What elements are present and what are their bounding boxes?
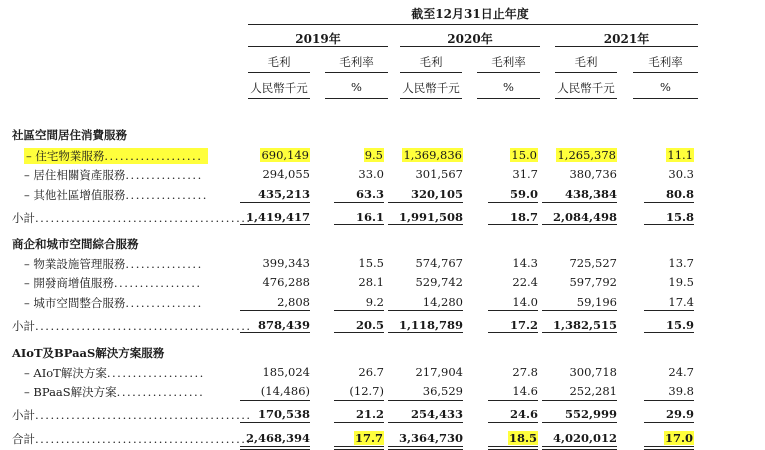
section-title-1: 商企和城市空間綜合服務 (12, 237, 139, 251)
pct-2020-underline (477, 98, 540, 99)
row-2-0-label (24, 365, 205, 381)
sub-line-top-1-4 (542, 310, 617, 311)
unit-2020-underline (400, 98, 462, 99)
subtotal-0-leader: .......................................... (35, 211, 252, 225)
subtotal-0-label (12, 210, 252, 226)
subtotal-0-label-text: 小計 (12, 211, 35, 225)
gp-2021-header: 毛利 (574, 55, 598, 69)
row-1-0-label (24, 256, 203, 272)
row-1-1-leader: ................. (113, 276, 202, 290)
row-0-1-col0: 294,055 (262, 167, 310, 181)
row-0-0-col0 (235, 148, 310, 162)
row-1-2-col4: 59,196 (576, 295, 617, 309)
total-col1-highlight: 17.7 (354, 431, 383, 445)
subtotal-1-col1: 20.5 (355, 318, 384, 332)
sub-line-top-0-1 (334, 202, 384, 203)
pct-2021-underline (633, 98, 698, 99)
row-0-0-col1-highlight: 9.5 (364, 148, 383, 162)
row-0-2-col3: 59.0 (509, 187, 538, 201)
subtotal-0-col5: 15.8 (665, 210, 694, 224)
row-2-1-col4: 252,281 (569, 384, 617, 398)
total-double-line-2 (388, 446, 463, 450)
sub-line-bot-1-5 (644, 332, 694, 333)
subtotal-1-col3: 17.2 (509, 318, 538, 332)
subtotal-1-leader: .......................................... (35, 319, 252, 333)
sub-line-top-1-1 (334, 310, 384, 311)
row-0-1-col4: 380,736 (569, 167, 617, 181)
margin-2020-header: 毛利率 (491, 55, 526, 69)
row-0-1-col1: 33.0 (358, 167, 384, 181)
section-title-2: AIoT及BPaaS解決方案服務 (12, 346, 165, 360)
row-2-1-col3: 14.6 (512, 384, 538, 398)
row-0-0-col2 (383, 148, 463, 162)
period-header: 截至12月31日止年度 (411, 7, 529, 21)
subtotal-0-col2: 1,991,508 (398, 210, 463, 224)
row-0-0-col0-highlight: 690,149 (261, 148, 309, 162)
sub-line-top-1-2 (388, 310, 463, 311)
sub-line-bot-0-4 (542, 224, 617, 225)
row-2-0-col2: 217,904 (415, 365, 463, 379)
sub-line-top-2-3 (488, 400, 538, 401)
subtotal-1-label (12, 318, 252, 334)
row-0-1-label (24, 167, 203, 183)
total-double-line-5 (644, 446, 694, 450)
subtotal-0-col1: 16.1 (355, 210, 384, 224)
subtotal-0-col0: 1,419,417 (245, 210, 310, 224)
row-0-1-leader: ............... (125, 168, 203, 182)
row-2-1-label-text: – BPaaS解決方案 (24, 385, 117, 399)
row-0-0-col4-highlight: 1,265,378 (557, 148, 616, 162)
sub-line-bot-0-2 (388, 224, 463, 225)
row-2-1-col0: (14,486) (260, 384, 310, 398)
row-2-1-col2: 36,529 (422, 384, 463, 398)
total-col5 (639, 431, 694, 445)
row-0-2-col4: 438,384 (564, 187, 617, 201)
total-col3-highlight: 18.5 (508, 431, 537, 445)
row-1-1-col2: 529,742 (415, 275, 463, 289)
margin-2021-underline (633, 72, 698, 73)
row-0-2-leader: ................ (125, 188, 208, 202)
subtotal-2-leader: .......................................... (35, 408, 252, 422)
total-leader: .......................................... (35, 432, 252, 446)
row-0-0-label (24, 148, 208, 164)
subtotal-1-col0: 878,439 (257, 318, 310, 332)
subtotal-2-col0: 170,538 (257, 407, 310, 421)
row-1-0-label-text: – 物業設施管理服務 (24, 257, 126, 271)
sub-line-top-0-0 (240, 202, 310, 203)
total-col2: 3,364,730 (398, 431, 463, 445)
sub-line-bot-1-1 (334, 332, 384, 333)
row-0-1-col5: 30.3 (668, 167, 694, 181)
subtotal-2-col2: 254,433 (410, 407, 463, 421)
subtotal-1-col5: 15.9 (665, 318, 694, 332)
period-underline (248, 24, 698, 25)
row-1-2-col3: 14.0 (512, 295, 538, 309)
row-0-2-col5: 80.8 (665, 187, 694, 201)
row-1-2-col0: 2,808 (277, 295, 310, 309)
sub-line-top-1-3 (488, 310, 538, 311)
total-col3 (483, 431, 538, 445)
year-2019-underline (248, 46, 388, 47)
sub-line-top-2-4 (542, 400, 617, 401)
year-2021-header: 2021年 (603, 32, 650, 46)
row-1-1-label (24, 275, 202, 291)
subtotal-0-col3: 18.7 (509, 210, 538, 224)
sub-line-top-1-5 (644, 310, 694, 311)
subtotal-1-label-text: 小計 (12, 319, 35, 333)
sub-line-top-2-2 (388, 400, 463, 401)
row-1-0-leader: ............... (125, 257, 203, 271)
sub-line-bot-1-2 (388, 332, 463, 333)
unit-2019: 人民幣千元 (250, 81, 308, 95)
sub-line-top-0-2 (388, 202, 463, 203)
row-0-0-col5-highlight: 11.1 (667, 148, 693, 162)
row-0-2-label (24, 187, 208, 203)
subtotal-2-col5: 29.9 (665, 407, 694, 421)
row-2-0-col1: 26.7 (358, 365, 384, 379)
section-title-0: 社區空間居住消費服務 (12, 128, 127, 142)
row-1-0-col3: 14.3 (512, 256, 538, 270)
row-2-0-col4: 300,718 (569, 365, 617, 379)
unit-2019-underline (248, 98, 310, 99)
sub-line-bot-2-2 (388, 422, 463, 423)
sub-line-bot-2-3 (488, 422, 538, 423)
row-0-1-label-text: – 居住相關資產服務 (24, 168, 126, 182)
pct-2020: % (503, 80, 514, 94)
sub-line-top-2-5 (644, 400, 694, 401)
row-0-1-col3: 31.7 (512, 167, 538, 181)
row-1-2-leader: ............... (125, 296, 203, 310)
row-1-0-col2: 574,767 (415, 256, 463, 270)
row-0-2-col2: 320,105 (410, 187, 463, 201)
total-label (12, 431, 252, 447)
row-1-0-col5: 13.7 (668, 256, 694, 270)
sub-line-bot-2-5 (644, 422, 694, 423)
sub-line-top-2-0 (240, 400, 310, 401)
total-double-line-4 (542, 446, 617, 450)
row-0-0-col1 (329, 148, 384, 162)
row-2-1-leader: ................. (116, 385, 205, 399)
sub-line-bot-0-3 (488, 224, 538, 225)
row-2-0-leader: ................... (106, 366, 205, 380)
sub-line-bot-2-4 (542, 422, 617, 423)
total-col0: 2,468,394 (245, 431, 310, 445)
subtotal-0-col4: 2,084,498 (552, 210, 617, 224)
unit-2020: 人民幣千元 (402, 81, 460, 95)
subtotal-2-label (12, 407, 252, 423)
row-1-1-col4: 597,792 (569, 275, 617, 289)
total-double-line-1 (334, 446, 384, 450)
sub-line-top-2-1 (334, 400, 384, 401)
subtotal-1-col4: 1,382,515 (552, 318, 617, 332)
sub-line-bot-1-4 (542, 332, 617, 333)
row-0-0-col5 (639, 148, 694, 162)
row-2-1-col1: (12.7) (349, 384, 384, 398)
row-1-2-col5: 17.4 (668, 295, 694, 309)
row-0-0-leader: ................... (104, 149, 203, 163)
margin-2020-underline (477, 72, 540, 73)
total-double-line-3 (488, 446, 538, 450)
row-1-1-col1: 28.1 (358, 275, 384, 289)
sub-line-top-0-5 (644, 202, 694, 203)
sub-line-bot-2-1 (334, 422, 384, 423)
gp-2019-header: 毛利 (267, 55, 291, 69)
row-1-0-col4: 725,527 (569, 256, 617, 270)
subtotal-2-col1: 21.2 (355, 407, 384, 421)
total-col5-highlight: 17.0 (664, 431, 693, 445)
row-1-2-label (24, 295, 203, 311)
gp-2020-header: 毛利 (419, 55, 443, 69)
row-1-2-label-text: – 城市空間整合服務 (24, 296, 126, 310)
margin-2019-underline (325, 72, 388, 73)
total-label-text: 合計 (12, 432, 35, 446)
row-0-2-col1: 63.3 (355, 187, 384, 201)
year-2020-header: 2020年 (447, 32, 493, 46)
row-1-0-col1: 15.5 (358, 256, 384, 270)
row-0-0-col4 (537, 148, 617, 162)
sub-line-top-1-0 (240, 310, 310, 311)
sub-line-bot-1-3 (488, 332, 538, 333)
row-0-1-col2: 301,567 (415, 167, 463, 181)
gp-2019-underline (248, 72, 310, 73)
row-2-0-col5: 24.7 (668, 365, 694, 379)
year-2020-underline (400, 46, 540, 47)
pct-2021: % (660, 80, 671, 94)
subtotal-2-col4: 552,999 (564, 407, 617, 421)
sub-line-bot-0-1 (334, 224, 384, 225)
row-1-1-col5: 19.5 (668, 275, 694, 289)
sub-line-bot-0-5 (644, 224, 694, 225)
row-1-0-col0: 399,343 (262, 256, 310, 270)
row-2-1-label (24, 384, 204, 400)
year-2021-underline (555, 46, 698, 47)
total-col1 (329, 431, 384, 445)
row-0-0-col3 (483, 148, 538, 162)
subtotal-1-col2: 1,118,789 (398, 318, 463, 332)
subtotal-2-label-text: 小計 (12, 408, 35, 422)
total-double-line-0 (240, 446, 310, 450)
row-1-1-label-text: – 開發商增值服務 (24, 276, 114, 290)
margin-2019-header: 毛利率 (339, 55, 374, 69)
pct-2019: % (351, 80, 362, 94)
row-1-2-col1: 9.2 (365, 295, 384, 309)
row-1-1-col3: 22.4 (512, 275, 538, 289)
row-0-0-label-text: – 住宅物業服務 (26, 149, 105, 163)
gp-2021-underline (555, 72, 617, 73)
row-0-0-col2-highlight: 1,369,836 (403, 148, 462, 162)
year-2019-header: 2019年 (295, 32, 341, 46)
unit-2021-underline (555, 98, 617, 99)
row-1-1-col0: 476,288 (262, 275, 310, 289)
row-2-0-col0: 185,024 (262, 365, 310, 379)
pct-2019-underline (325, 98, 388, 99)
sub-line-top-0-4 (542, 202, 617, 203)
row-0-0-col3-highlight: 15.0 (511, 148, 537, 162)
gp-2020-underline (400, 72, 462, 73)
row-2-0-col3: 27.8 (512, 365, 538, 379)
row-2-0-label-text: – AIoT解決方案 (24, 366, 107, 380)
row-2-1-col5: 39.8 (668, 384, 694, 398)
row-1-2-col2: 14,280 (422, 295, 463, 309)
unit-2021: 人民幣千元 (557, 81, 615, 95)
row-0-2-col0: 435,213 (257, 187, 310, 201)
total-col4: 4,020,012 (552, 431, 617, 445)
margin-2021-header: 毛利率 (648, 55, 683, 69)
row-0-2-label-text: – 其他社區增值服務 (24, 188, 126, 202)
sub-line-top-0-3 (488, 202, 538, 203)
subtotal-2-col3: 24.6 (509, 407, 538, 421)
